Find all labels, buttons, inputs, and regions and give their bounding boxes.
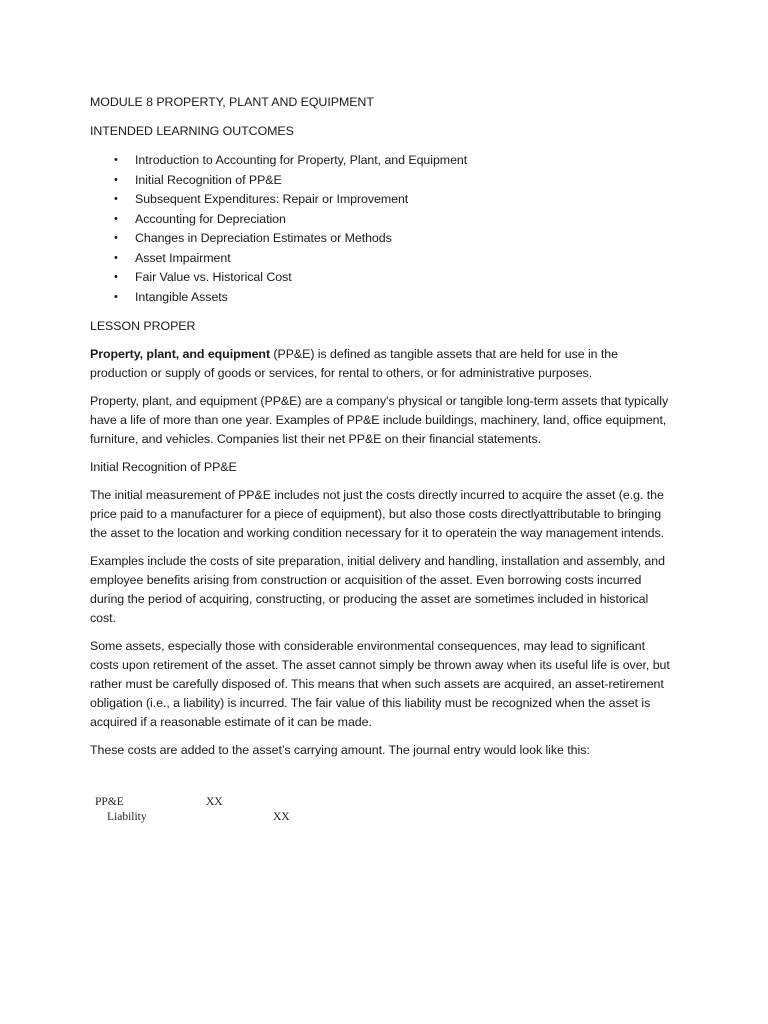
- debit-amount: XX: [206, 796, 223, 808]
- bullet-icon: •: [114, 193, 118, 205]
- outcome-text: Subsequent Expenditures: Repair or Improvement: [135, 192, 409, 206]
- learning-outcomes-list: [90, 151, 675, 307]
- credit-amount: XX: [273, 811, 290, 823]
- bullet-icon: •: [114, 173, 118, 186]
- outcome-text: Initial Recognition of PP&E: [135, 172, 282, 187]
- retirement-obligation-paragraph: Some assets, especially those with considerable environmental consequences, may lead to significant costs upon retirement of the asset. The asset cannot simply be thrown away when its useful life is over, but rather must be carefully disposed of. This means that when such assets are acquired, an asset-retirement obligation (i.e., a liability) is incurred. The fair value of this liability must be recognized when the asset is acquired if a reasonable estimate of it can be made.: [90, 639, 670, 729]
- bullet-icon: •: [114, 290, 118, 303]
- list-item: [90, 190, 675, 210]
- bullet-icon: •: [114, 271, 118, 283]
- ppe-description-paragraph: Property, plant, and equipment (PP&E) are a company's physical or tangible long-term assets that typically have a life of more than one year. Examples of PP&E include buildings, machinery, land, office equipment, furniture, and vehicles. Companies list their net PP&E on their financial statements.: [90, 394, 669, 446]
- journal-credit-row: [95, 810, 295, 825]
- document-body: [90, 93, 675, 769]
- outcome-text: Fair Value vs. Historical Cost: [135, 270, 292, 284]
- lesson-proper-heading: LESSON PROPER: [90, 319, 196, 333]
- definition-paragraph: [90, 345, 675, 383]
- initial-recognition-heading: Initial Recognition of PP&E: [90, 460, 237, 474]
- outcome-text: Changes in Depreciation Estimates or Methods: [135, 231, 392, 245]
- definition-text: (PP&E) is defined as tangible assets that are held for use in the production or supply of goods or services, for rental to others, or for administrative purposes.: [90, 347, 618, 380]
- bullet-icon: •: [114, 154, 118, 166]
- list-item: [90, 210, 675, 230]
- initial-measurement-paragraph: The initial measurement of PP&E includes not just the costs directly incurred to acquire the asset (e.g. the price paid to a manufacturer for a piece of equipment), but also those costs directlyattributable to bringing the asset to the location and working condition necessary for it to operatein the way management intends.: [90, 488, 665, 540]
- outcome-text: Introduction to Accounting for Property, Plant, and Equipment: [135, 153, 468, 167]
- list-item: [90, 268, 675, 288]
- outcome-text: Asset Impairment: [135, 250, 231, 265]
- list-item: [90, 229, 675, 249]
- journal-debit-row: [95, 795, 295, 810]
- journal-entry: [95, 795, 295, 825]
- module-title: MODULE 8 PROPERTY, PLANT AND EQUIPMENT: [90, 95, 374, 109]
- list-item: [90, 151, 675, 171]
- outcome-text: Intangible Assets: [135, 289, 228, 304]
- cost-examples-paragraph: Examples include the costs of site preparation, initial delivery and handling, installation and assembly, and employee benefits arising from construction or acquisition of the asset. Even borrowing costs incurred during the period of acquiring, constructing, or producing the asset are sometimes included in historical cost.: [90, 554, 665, 625]
- credit-account: Liability: [107, 811, 147, 823]
- journal-intro-paragraph: These costs are added to the asset’s carrying amount. The journal entry would look like this:: [90, 743, 590, 757]
- bullet-icon: •: [114, 212, 118, 225]
- list-item: [90, 288, 675, 308]
- debit-account: PP&E: [95, 796, 124, 808]
- bullet-icon: •: [114, 251, 118, 264]
- list-item: [90, 171, 675, 191]
- list-item: [90, 249, 675, 269]
- bullet-icon: •: [114, 232, 118, 244]
- outcome-text: Accounting for Depreciation: [135, 211, 286, 226]
- definition-term: Property, plant, and equipment: [90, 347, 271, 361]
- learning-outcomes-heading: INTENDED LEARNING OUTCOMES: [90, 124, 294, 138]
